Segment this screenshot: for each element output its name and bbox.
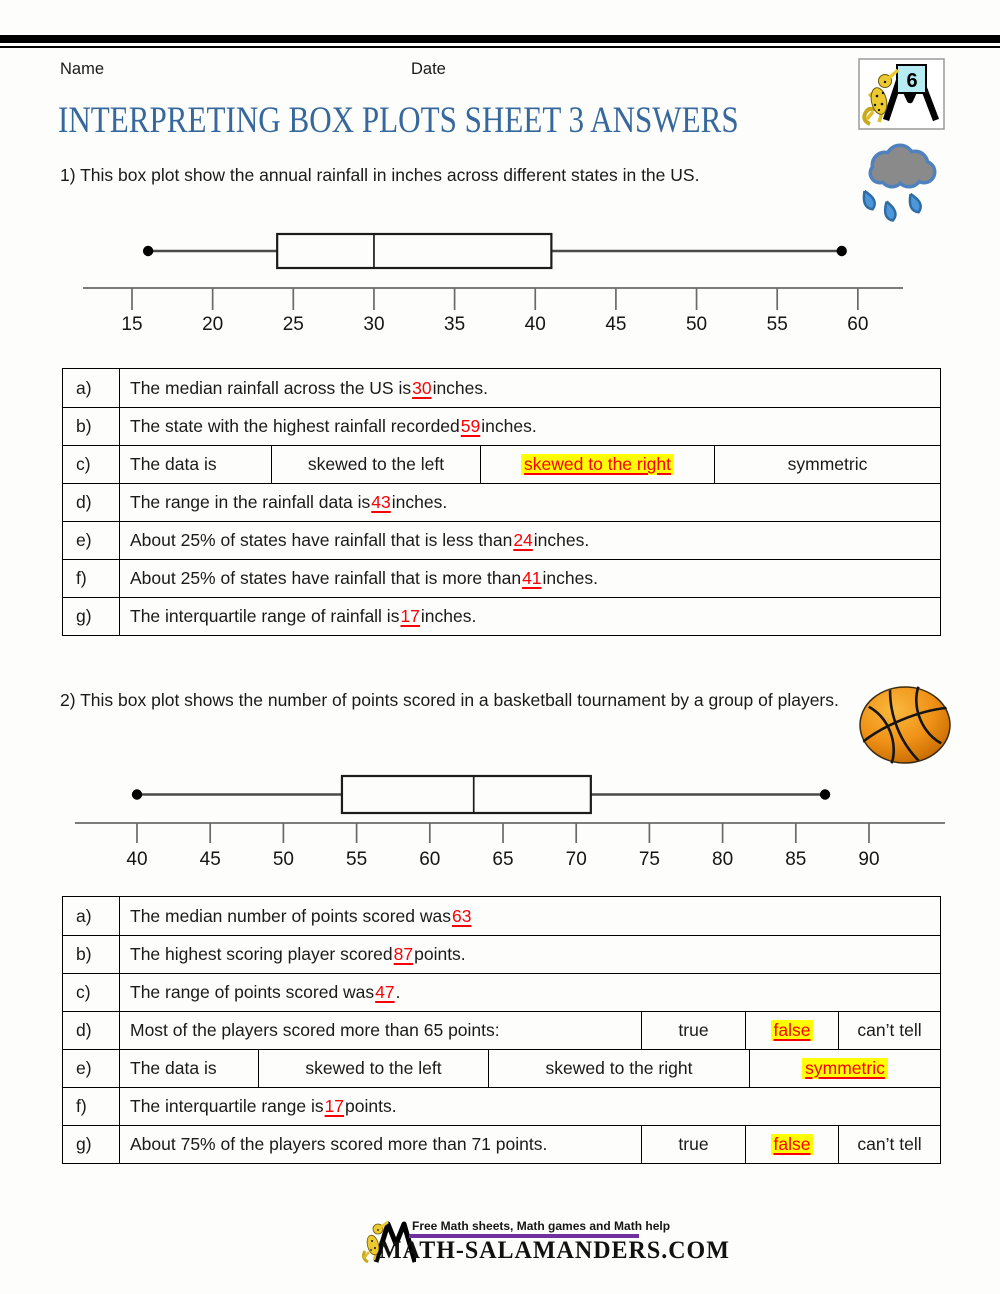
row-letter-text: d) — [76, 492, 92, 512]
tick-label: 30 — [363, 314, 385, 335]
table-row-b — [63, 935, 940, 973]
answer-prefix: The median number of points scored was — [130, 905, 451, 926]
table-row-d — [63, 483, 940, 521]
tick-label: 40 — [126, 849, 148, 870]
answer-value: 59 — [460, 416, 481, 436]
answer-suffix: inches. — [391, 492, 448, 512]
row-letter — [63, 446, 119, 483]
option-cell — [749, 1050, 940, 1087]
row-letter — [63, 1088, 119, 1125]
cell-text: Most of the players scored more than 65 points: — [130, 1020, 500, 1040]
tick-label: 60 — [419, 849, 441, 870]
answer-prefix: The median rainfall across the US is — [130, 377, 412, 398]
tick-label: 40 — [524, 314, 546, 335]
answer-sentence — [119, 936, 940, 973]
tick-label: 80 — [712, 849, 734, 870]
answer-suffix: points. — [414, 944, 466, 964]
answer-prefix: The interquartile range of rainfall is — [130, 606, 400, 626]
row-letter — [63, 369, 119, 407]
row-letter-text: e) — [76, 530, 92, 550]
choice-label — [119, 446, 271, 483]
table-row-g — [63, 597, 940, 635]
page-title: INTERPRETING BOX PLOTS SHEET 3 ANSWERS — [58, 100, 739, 141]
name-label: Name — [60, 60, 105, 78]
tick-label: 85 — [785, 849, 807, 870]
table-row-e — [63, 1049, 940, 1087]
row-letter — [63, 408, 119, 445]
selected-option: false — [771, 1134, 814, 1155]
table-row-f — [63, 559, 940, 597]
row-letter — [63, 1012, 119, 1049]
table-row-c — [63, 973, 940, 1011]
table-row-b — [63, 407, 940, 445]
boxplot-rainfall — [50, 225, 955, 340]
answer-suffix: inches. — [432, 377, 489, 398]
statement — [119, 1126, 641, 1163]
tick-label: 25 — [282, 314, 304, 335]
option-text: can’t tell — [857, 1134, 922, 1154]
answer-prefix: The interquartile range is — [130, 1096, 324, 1116]
question-1-text: 1) This box plot show the annual rainfall in inches across different states in the US. — [60, 165, 700, 185]
answer-sentence — [119, 484, 940, 521]
answer-suffix: points. — [345, 1096, 397, 1116]
cell-text: About 75% of the players scored more than 71 points. — [130, 1134, 548, 1154]
answer-prefix: The highest scoring player scored — [130, 944, 393, 964]
tick-label: 45 — [605, 314, 627, 335]
selected-option: symmetric — [802, 1058, 888, 1079]
basketball-icon — [856, 684, 954, 771]
option-cell — [838, 1012, 940, 1049]
option-text: symmetric — [787, 454, 868, 474]
option-cell — [641, 1126, 745, 1163]
answer-value: 17 — [400, 606, 420, 626]
header-salamander-logo — [858, 58, 945, 130]
row-letter-text: a) — [76, 377, 92, 398]
iqr-box — [342, 776, 591, 813]
answer-sentence — [119, 598, 940, 635]
option-text: skewed to the right — [545, 1058, 693, 1078]
row-letter-text: b) — [76, 416, 92, 436]
answer-value: 43 — [371, 492, 391, 512]
table-row-e — [63, 521, 940, 559]
row-letter — [63, 560, 119, 597]
min-point — [132, 789, 142, 799]
option-cell — [714, 446, 940, 483]
tick-label: 45 — [199, 849, 221, 870]
row-letter-text: f) — [76, 568, 87, 588]
table-row-a — [63, 369, 940, 407]
grade-number: 6 — [906, 70, 918, 92]
question-2-text: 2) This box plot shows the number of points scored in a basketball tournament by a group of players. — [60, 690, 839, 710]
max-point — [837, 246, 847, 256]
row-letter — [63, 1126, 119, 1163]
table-row-g — [63, 1125, 940, 1163]
min-point — [143, 246, 153, 256]
row-letter-text: f) — [76, 1096, 87, 1116]
footer-site-name: MATH-SALAMANDERS.COM — [379, 1237, 730, 1265]
option-cell — [271, 446, 480, 483]
answers-table-2 — [62, 896, 941, 1164]
row-letter — [63, 598, 119, 635]
option-cell — [641, 1012, 745, 1049]
answer-prefix: About 25% of states have rainfall that is less than — [130, 530, 513, 550]
tick-label: 70 — [565, 849, 587, 870]
answer-prefix: The state with the highest rainfall recorded — [130, 416, 460, 436]
answer-sentence — [119, 560, 940, 597]
option-cell — [480, 446, 714, 483]
answer-sentence — [119, 897, 940, 935]
answer-sentence — [119, 974, 940, 1011]
row-letter — [63, 1050, 119, 1087]
option-text: skewed to the left — [307, 454, 445, 474]
tick-label: 55 — [346, 849, 368, 870]
selected-option: skewed to the right — [521, 454, 674, 475]
answer-prefix: The range in the rainfall data is — [130, 492, 371, 512]
answer-sentence — [119, 369, 940, 407]
option-text: true — [678, 1020, 709, 1040]
answer-prefix: The range of points scored was — [130, 982, 375, 1002]
row-letter-text: b) — [76, 944, 92, 964]
cell-text: The data is — [130, 454, 217, 474]
answer-value: 30 — [412, 377, 432, 398]
tick-label: 15 — [121, 314, 143, 335]
top-rule-thin — [0, 46, 1000, 48]
answer-sentence — [119, 408, 940, 445]
boxplot-basketball — [50, 760, 955, 875]
answer-value: 87 — [393, 944, 414, 964]
option-cell — [838, 1126, 940, 1163]
row-letter-text: d) — [76, 1020, 92, 1040]
answer-suffix: inches. — [533, 530, 590, 550]
date-label: Date — [411, 60, 446, 78]
row-letter — [63, 974, 119, 1011]
answer-value: 41 — [522, 568, 542, 588]
selected-option: false — [771, 1020, 814, 1041]
option-cell — [745, 1126, 838, 1163]
table-row-d — [63, 1011, 940, 1049]
tick-label: 90 — [858, 849, 880, 870]
answer-suffix: inches. — [420, 606, 477, 626]
tick-label: 50 — [685, 314, 708, 335]
cell-text: The data is — [130, 1058, 217, 1078]
row-letter-text: g) — [76, 1134, 92, 1154]
answer-suffix: . — [395, 982, 401, 1002]
table-row-f — [63, 1087, 940, 1125]
row-letter — [63, 936, 119, 973]
tick-label: 35 — [444, 314, 466, 335]
answer-sentence — [119, 1088, 940, 1125]
tick-label: 20 — [202, 314, 224, 335]
row-letter — [63, 897, 119, 935]
table-row-a — [63, 897, 940, 935]
raindrops — [860, 189, 923, 222]
top-rule-thick — [0, 35, 1000, 43]
answer-sentence — [119, 522, 940, 559]
answer-value: 47 — [375, 982, 395, 1002]
statement — [119, 1012, 641, 1049]
row-letter-text: a) — [76, 905, 92, 926]
option-cell — [745, 1012, 838, 1049]
answer-prefix: About 25% of states have rainfall that is more than — [130, 568, 522, 588]
tick-label: 50 — [272, 849, 294, 870]
table-row-c — [63, 445, 940, 483]
tick-label: 55 — [766, 314, 788, 335]
row-letter-text: c) — [76, 454, 91, 474]
option-cell — [488, 1050, 749, 1087]
row-letter-text: c) — [76, 982, 91, 1002]
option-cell — [258, 1050, 488, 1087]
answer-value: 17 — [324, 1096, 345, 1116]
answer-value: 63 — [452, 905, 472, 926]
answer-suffix: inches. — [542, 568, 598, 588]
answer-suffix: inches. — [481, 416, 537, 436]
tick-label: 60 — [847, 314, 869, 335]
max-point — [820, 789, 830, 799]
tick-label: 75 — [638, 849, 660, 870]
choice-label — [119, 1050, 258, 1087]
row-letter-text: e) — [76, 1058, 92, 1078]
row-letter-text: g) — [76, 606, 92, 626]
row-letter — [63, 522, 119, 559]
answer-value: 24 — [513, 530, 533, 550]
option-text: skewed to the left — [305, 1058, 442, 1078]
iqr-box — [277, 234, 551, 268]
row-letter — [63, 484, 119, 521]
tick-label: 65 — [492, 849, 514, 870]
answers-table-1 — [62, 368, 941, 636]
footer-tagline: Free Math sheets, Math games and Math help — [412, 1219, 671, 1233]
option-text: can’t tell — [857, 1020, 922, 1040]
option-text: true — [678, 1134, 709, 1154]
rain-cloud-icon — [852, 142, 947, 229]
